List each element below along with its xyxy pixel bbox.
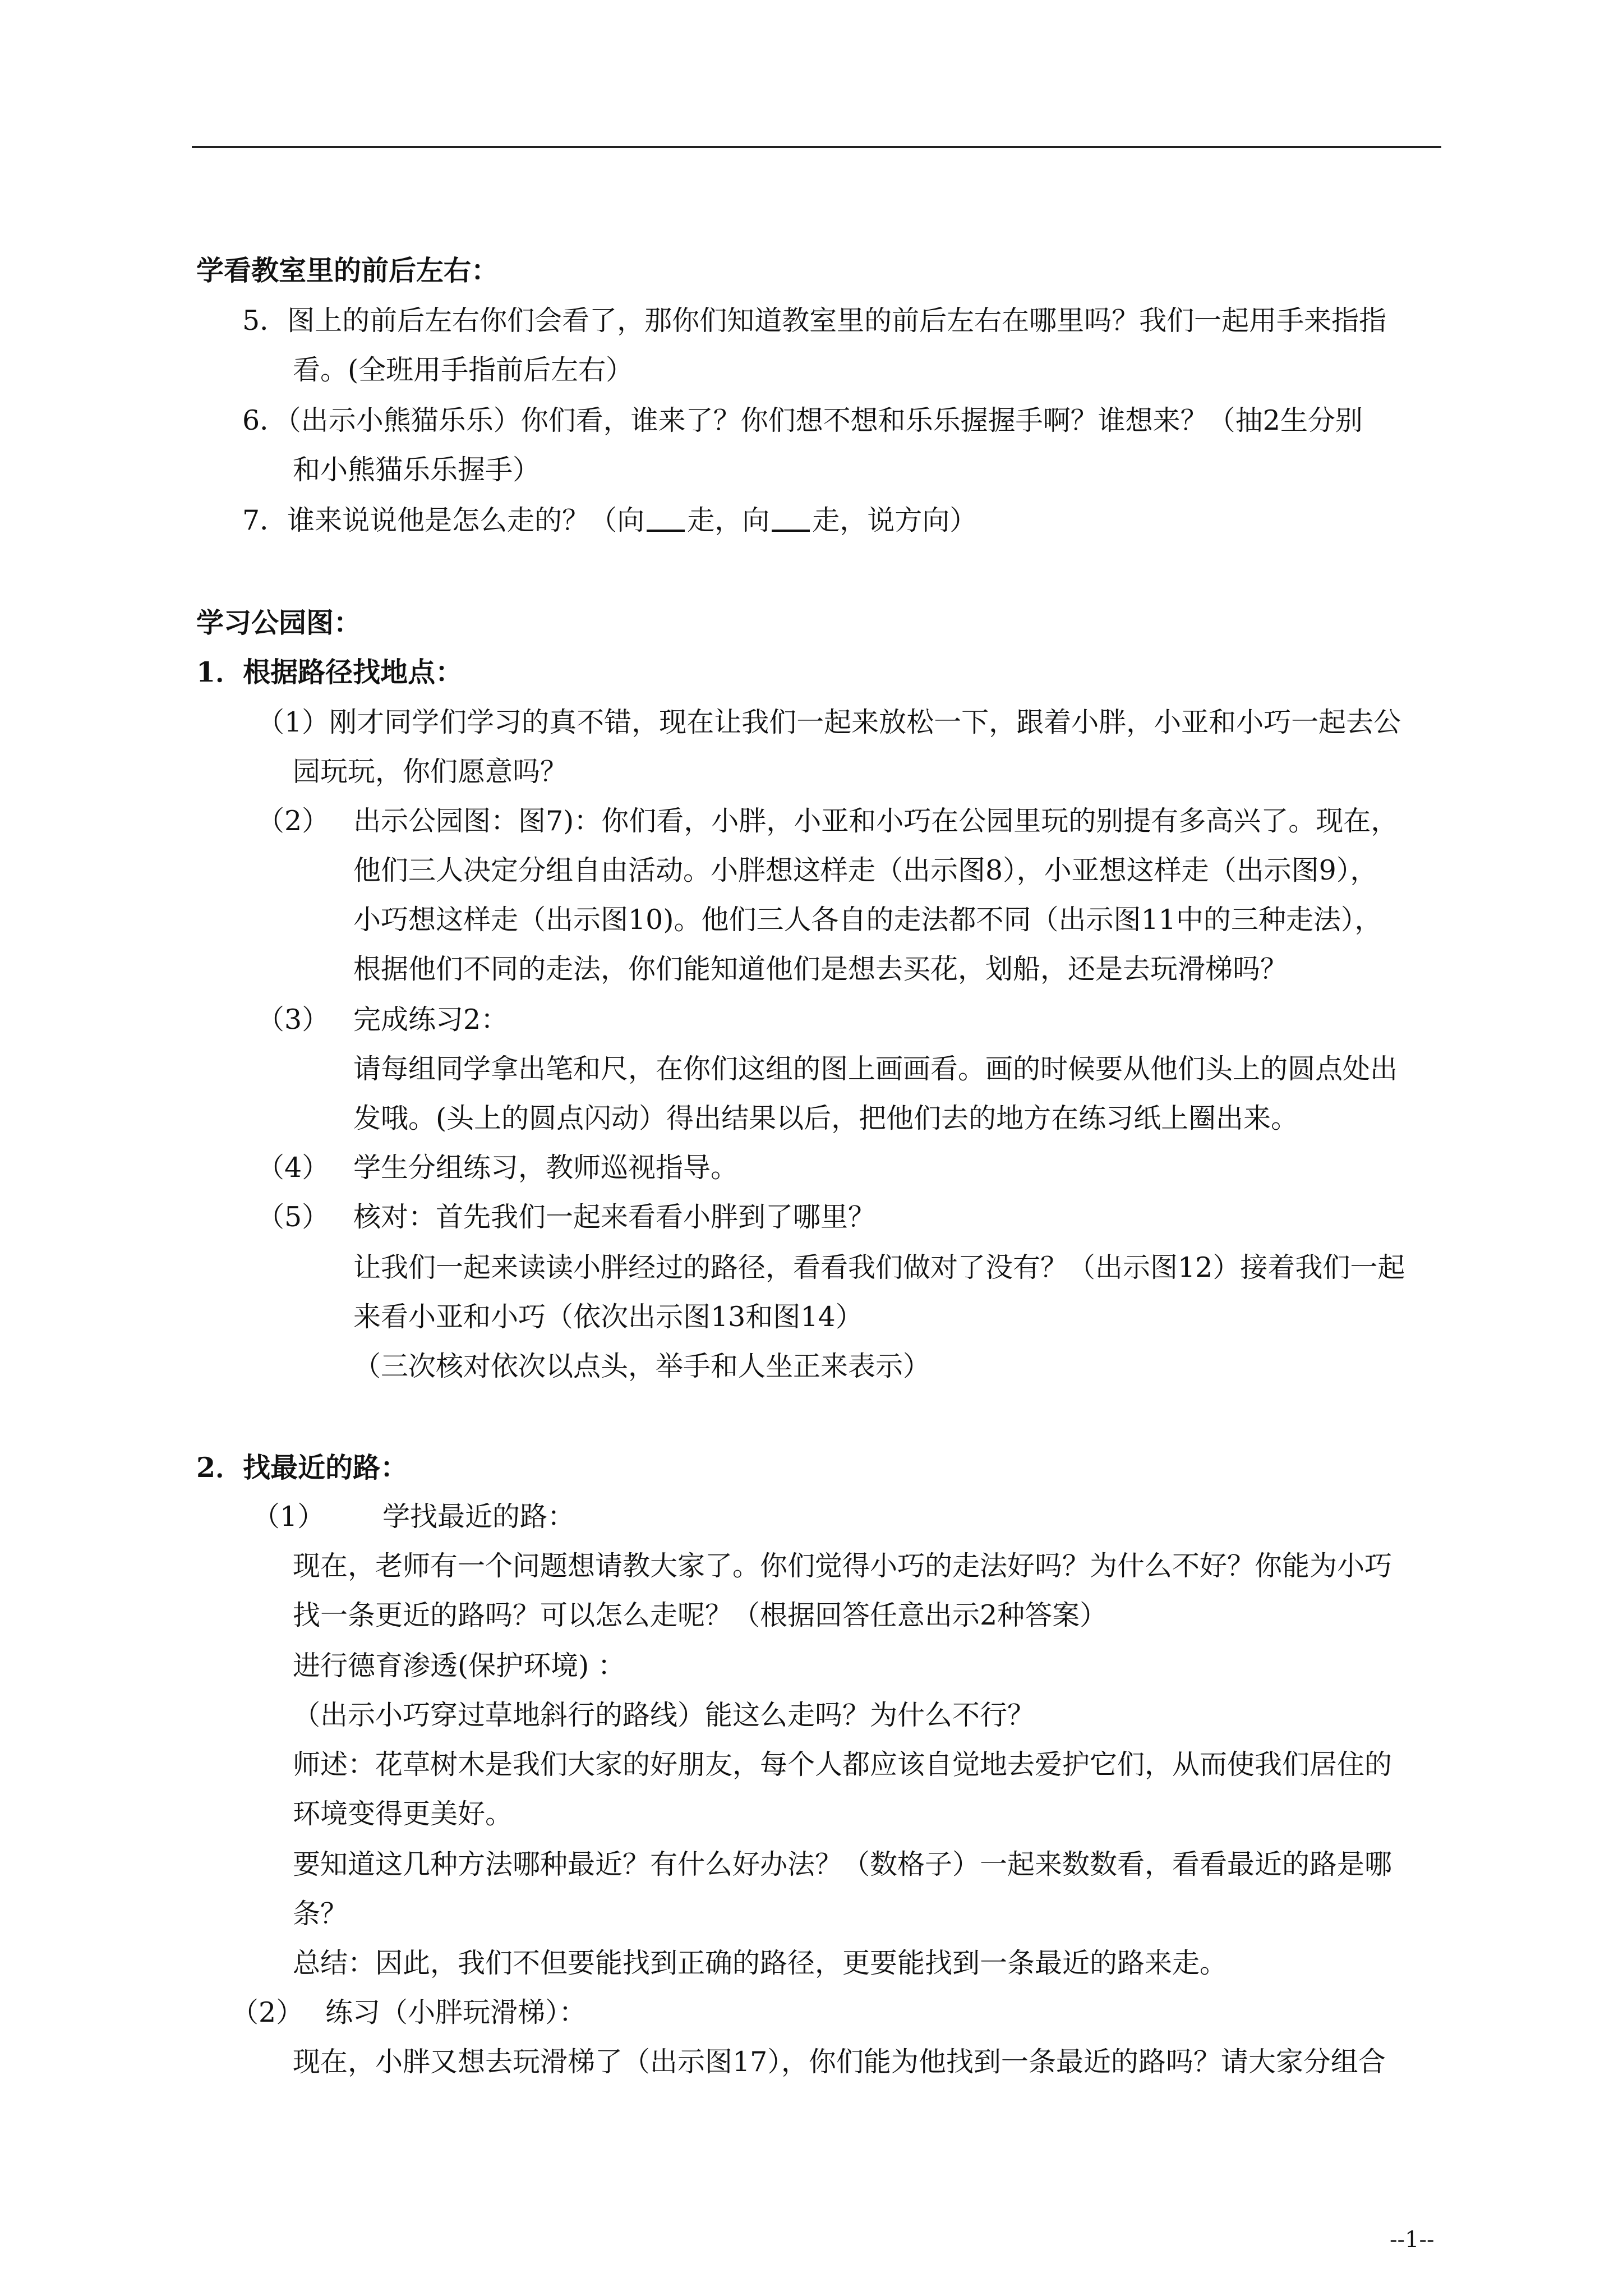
q1-line-9: 总结：因此，我们不但要能找到正确的路径，更要能找到一条最近的路来走。 bbox=[293, 1947, 1228, 1979]
para-5-line-3: 来看小亚和小巧（依次出示图13和图14） bbox=[353, 1301, 863, 1333]
fill-blank bbox=[647, 504, 685, 532]
para-2-line-1: 出示公园图：图7)：你们看，小胖，小亚和小巧在公园里玩的别提有多高兴了。现在， bbox=[353, 805, 1399, 837]
para-4-number: （4） bbox=[257, 1152, 330, 1184]
para-2-line-2: 他们三人决定分组自由活动。小胖想这样走（出示图8），小亚想这样走（出示图9）， bbox=[353, 854, 1378, 886]
para-3-line-1: 完成练习2： bbox=[353, 1004, 509, 1036]
q1-line-6: 环境变得更美好。 bbox=[293, 1798, 513, 1830]
page-number: --1-- bbox=[1390, 2227, 1435, 2253]
para-2-line-4: 根据他们不同的走法，你们能知道他们是想去买花，划船，还是去玩滑梯吗？ bbox=[353, 953, 1288, 985]
subheading-shortest-path: 2．找最近的路： bbox=[196, 1451, 408, 1484]
header-rule bbox=[192, 146, 1441, 148]
q1-title: 学找最近的路： bbox=[382, 1501, 575, 1533]
para-4-line-1: 学生分组练习，教师巡视指导。 bbox=[353, 1152, 739, 1184]
q1-number: （1） bbox=[252, 1501, 325, 1533]
q1-line-4: （出示小巧穿过草地斜行的路线）能这么走吗？为什么不行？ bbox=[293, 1699, 1035, 1731]
q1-line-5: 师述：花草树木是我们大家的好朋友，每个人都应该自觉地去爱护它们，从而使我们居住的 bbox=[293, 1749, 1393, 1780]
q1-line-7: 要知道这几种方法哪种最近？有什么好办法？（数格子）一起来数数看，看看最近的路是哪 bbox=[293, 1848, 1393, 1880]
subheading-find-place: 1．根据路径找地点： bbox=[196, 656, 463, 688]
item-6-line-2: 和小熊猫乐乐握手） bbox=[293, 454, 541, 486]
para-3-line-2: 请每组同学拿出笔和尺，在你们这组的图上画画看。画的时候要从他们头上的圆点处出 bbox=[353, 1053, 1398, 1085]
para-5-line-2: 让我们一起来读读小胖经过的路径，看看我们做对了没有？（出示图12）接着我们一起 bbox=[353, 1251, 1405, 1283]
q1-line-8: 条？ bbox=[293, 1898, 348, 1930]
item-7-part-c: 走，说方向） bbox=[812, 504, 978, 536]
para-3-line-3: 发哦。(头上的圆点闪动）得出结果以后，把他们去的地方在练习纸上圈出来。 bbox=[353, 1102, 1299, 1134]
fill-blank bbox=[772, 504, 810, 532]
q1-line-2: 找一条更近的路吗？可以怎么走呢？（根据回答任意出示2种答案） bbox=[293, 1599, 1108, 1631]
q1-line-1: 现在，老师有一个问题想请教大家了。你们觉得小巧的走法好吗？为什么不好？你能为小巧 bbox=[293, 1550, 1393, 1582]
q2-title: 练习（小胖玩滑梯）： bbox=[325, 1996, 587, 2028]
para-2-line-3: 小巧想这样走（出示图10)。他们三人各自的走法都不同（出示图11中的三种走法）， bbox=[353, 904, 1382, 936]
item-5-line-2: 看。(全班用手指前后左右） bbox=[293, 354, 634, 386]
item-7-part-b: 走，向 bbox=[687, 504, 770, 536]
item-7-part-a: 7．谁来说说他是怎么走的？（向 bbox=[242, 504, 645, 536]
section-heading-classroom: 学看教室里的前后左右： bbox=[196, 254, 499, 287]
item-6-line-1: 6．（出示小熊猫乐乐）你们看，谁来了？你们想不想和乐乐握握手啊？谁想来？（抽2生分别 bbox=[242, 404, 1363, 436]
q2-line-1: 现在，小胖又想去玩滑梯了（出示图17），你们能为他找到一条最近的路吗？请大家分组合 bbox=[293, 2046, 1386, 2078]
item-7 bbox=[242, 504, 977, 537]
para-3-number: （3） bbox=[257, 1004, 330, 1036]
para-1-line-1: （1）刚才同学们学习的真不错，现在让我们一起来放松一下，跟着小胖，小亚和小巧一起去公 bbox=[257, 706, 1401, 738]
section-heading-park: 学习公园图： bbox=[196, 606, 362, 639]
para-2-number: （2） bbox=[257, 805, 330, 837]
para-1-line-2: 园玩玩，你们愿意吗？ bbox=[293, 756, 568, 788]
para-5-number: （5） bbox=[257, 1201, 330, 1233]
para-5-line-4: （三次核对依次以点头，举手和人坐正来表示） bbox=[353, 1350, 931, 1382]
item-5-line-1: 5．图上的前后左右你们会看了，那你们知道教室里的前后左右在哪里吗？我们一起用手来指指 bbox=[242, 305, 1387, 337]
q1-line-3: 进行德育渗透(保护环境) ： bbox=[293, 1650, 625, 1682]
q2-number: （2） bbox=[231, 1996, 304, 2028]
para-5-line-1: 核对：首先我们一起来看看小胖到了哪里？ bbox=[353, 1201, 876, 1233]
